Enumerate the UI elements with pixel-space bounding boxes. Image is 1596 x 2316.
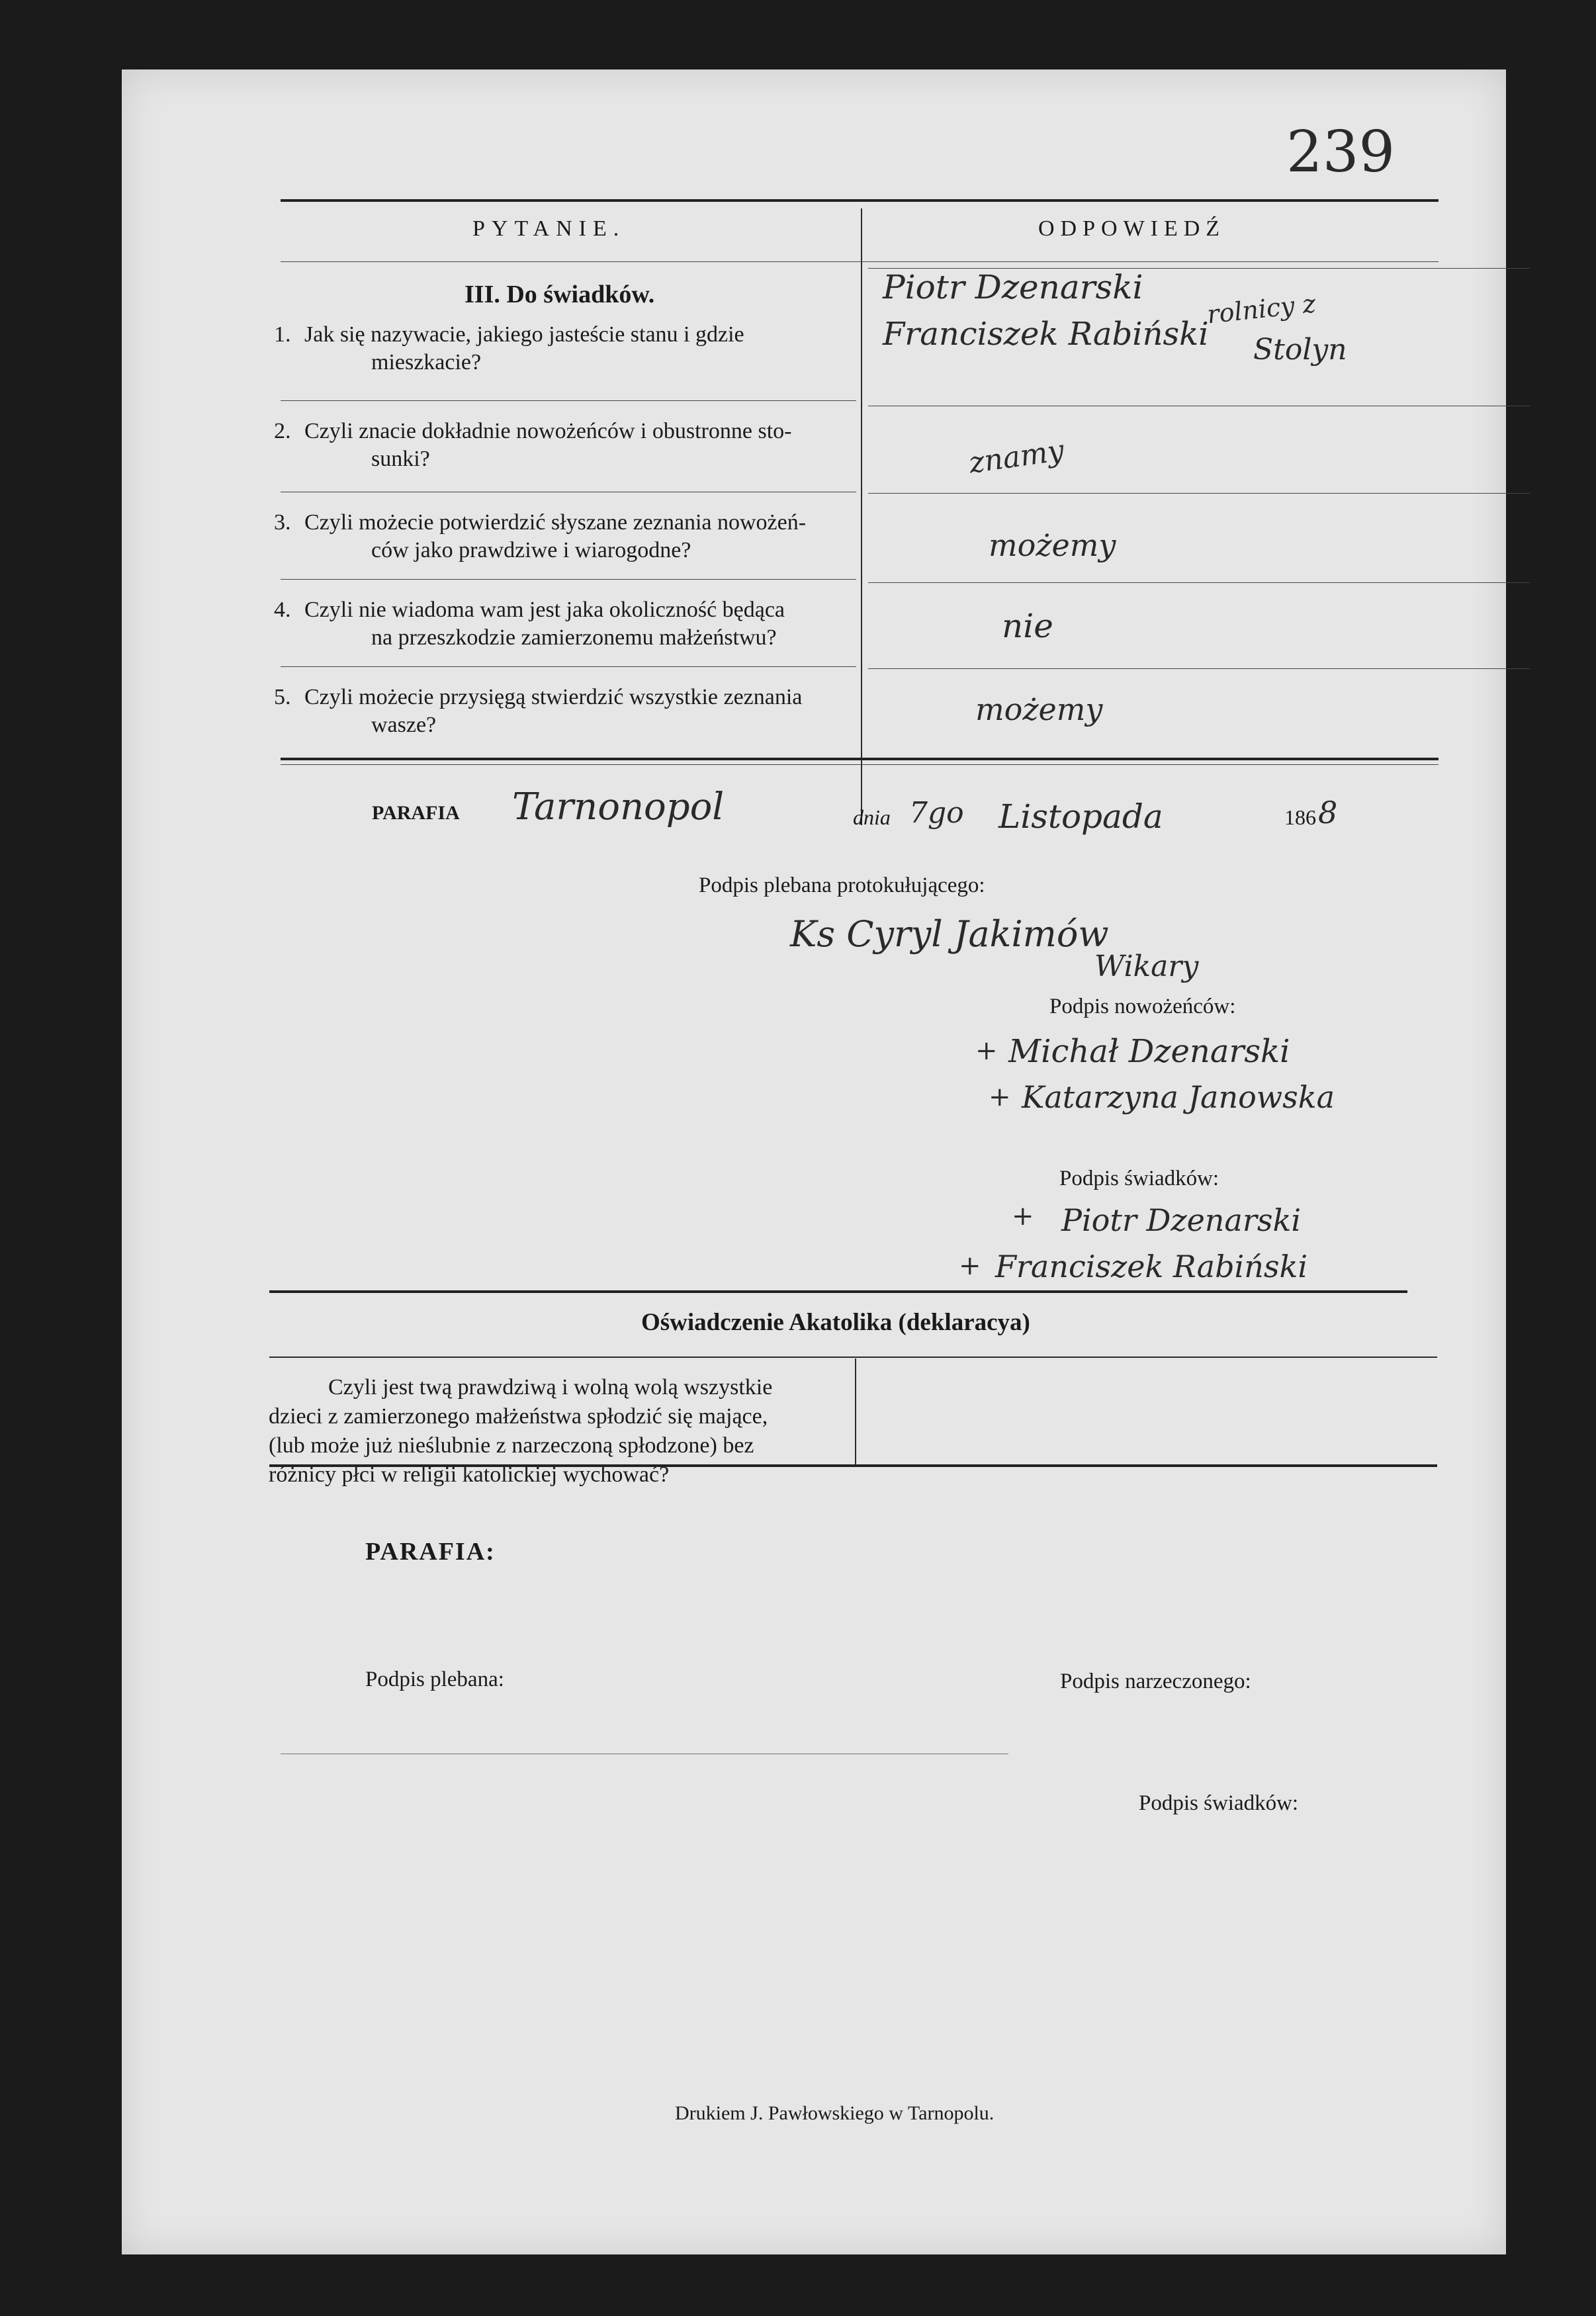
question-number: 5. — [274, 685, 291, 709]
question-text-cont: ców jako prawdziwe i wiarogodne? — [371, 538, 691, 562]
page-number: 239 — [1286, 119, 1396, 185]
answer-4: nie — [1002, 607, 1053, 645]
answer-1-place: Stolyn — [1253, 333, 1347, 367]
declaration-title: Oświadczenie Akatolika (deklaracya) — [641, 1309, 1030, 1336]
witness-cross-2: + — [959, 1251, 981, 1281]
answer-5: możemy — [975, 691, 1103, 727]
printer-note: Drukiem J. Pawłowskiego w Tarnopolu. — [675, 2102, 995, 2124]
declaration-line-1: Czyli jest twą prawdziwą i wolną wolą wszystkie — [328, 1375, 773, 1400]
parish-value: Tarnonopol — [512, 785, 725, 828]
declaration-title-rule — [269, 1357, 1437, 1358]
date-label: dnia — [853, 805, 891, 829]
row-divider — [281, 579, 856, 580]
section-title: III. Do świadków. — [465, 281, 655, 308]
question-text: Czyli możecie potwierdzić słyszane zeznania nowożeń- — [304, 510, 807, 535]
priest-title: Wikary — [1094, 950, 1199, 983]
answer-1-name-1: Piotr Dzenarski — [883, 268, 1143, 306]
question-text-cont: wasze? — [371, 713, 437, 737]
question-5 — [274, 684, 856, 739]
answer-rule — [868, 668, 1530, 669]
question-number: 4. — [274, 598, 291, 622]
date-day: 7go — [909, 796, 964, 830]
question-3 — [274, 509, 856, 564]
date-month: Listopada — [998, 797, 1163, 836]
question-number: 2. — [274, 419, 291, 443]
answer-rule — [868, 493, 1530, 494]
bottom-priest-label: Podpis plebana: — [365, 1668, 504, 1691]
document-page — [122, 69, 1506, 2254]
row-divider — [281, 666, 856, 667]
answer-3: możemy — [989, 527, 1116, 563]
question-text-cont: sunki? — [371, 447, 430, 471]
year-prefix: 186 — [1284, 805, 1316, 829]
declaration-text — [269, 1373, 854, 1490]
spouse-cross-1: + — [975, 1036, 998, 1066]
priest-signature: Ks Cyryl Jakimów — [790, 913, 1109, 955]
top-rule — [281, 199, 1439, 202]
column-divider — [861, 208, 862, 825]
question-text: Jak się nazywacie, jakiego jasteście stanu i gdzie — [304, 322, 744, 347]
spouses-signature-label: Podpis nowożeńców: — [1049, 995, 1236, 1018]
question-number: 1. — [274, 322, 291, 347]
header-underline — [281, 261, 1439, 262]
question-text: Czyli nie wiadoma wam jest jaka okoliczność będąca — [304, 598, 785, 622]
spouse-cross-2: + — [989, 1082, 1011, 1112]
spouse-signature-2: Katarzyna Janowska — [1022, 1079, 1335, 1115]
bottom-parish-label: PARAFIA: — [365, 1538, 496, 1566]
witness-cross-1: + — [1012, 1201, 1034, 1231]
question-text: Czyli znacie dokładnie nowożeńców i obustronne sto- — [304, 419, 792, 443]
question-header: PYTANIE. — [472, 216, 626, 241]
witness-signature-2: Franciszek Rabiński — [995, 1249, 1308, 1284]
witness-signature-1: Piotr Dzenarski — [1061, 1202, 1302, 1238]
year-suffix: 8 — [1318, 795, 1338, 830]
row-divider — [281, 400, 856, 401]
bottom-witnesses-label: Podpis świadków: — [1139, 1791, 1299, 1815]
declaration-line-3: (lub może już nieślubnie z narzeczoną spłodzone) bez — [269, 1433, 754, 1458]
declaration-top-rule — [269, 1290, 1407, 1293]
groom-signature-label: Podpis narzeczonego: — [1060, 1670, 1251, 1693]
question-text: Czyli możecie przysięgą stwierdzić wszystkie zeznania — [304, 685, 803, 709]
witnesses-signature-label: Podpis świadków: — [1059, 1167, 1219, 1190]
answer-1-name-2: Franciszek Rabiński — [883, 316, 1209, 353]
declaration-line-2: dzieci z zamierzonego małżeństwa spłodzić się mające, — [269, 1404, 768, 1429]
parish-label: PARAFIA — [372, 802, 460, 824]
section-rule — [281, 758, 1439, 760]
answer-header: ODPOWIEDŹ — [1038, 216, 1226, 241]
question-4 — [274, 596, 856, 652]
question-text-cont: mieszkacie? — [371, 350, 482, 375]
question-2 — [274, 418, 856, 473]
spouse-signature-1: Michał Dzenarski — [1008, 1033, 1290, 1070]
question-1 — [274, 321, 856, 377]
question-number: 3. — [274, 510, 291, 535]
declaration-divider — [855, 1358, 856, 1464]
section-rule-2 — [281, 764, 1439, 765]
priest-signature-label: Podpis plebana protokułującego: — [699, 873, 985, 897]
question-text-cont: na przeszkodzie zamierzonemu małżeństwu? — [371, 625, 777, 650]
declaration-line-4: różnicy płci w religii katolickiej wychować? — [269, 1462, 670, 1487]
answer-1-status: rolnicy z — [1206, 289, 1317, 330]
declaration-bottom-rule — [269, 1464, 1437, 1467]
answer-rule — [868, 582, 1530, 583]
answer-2: znamy — [967, 433, 1067, 480]
